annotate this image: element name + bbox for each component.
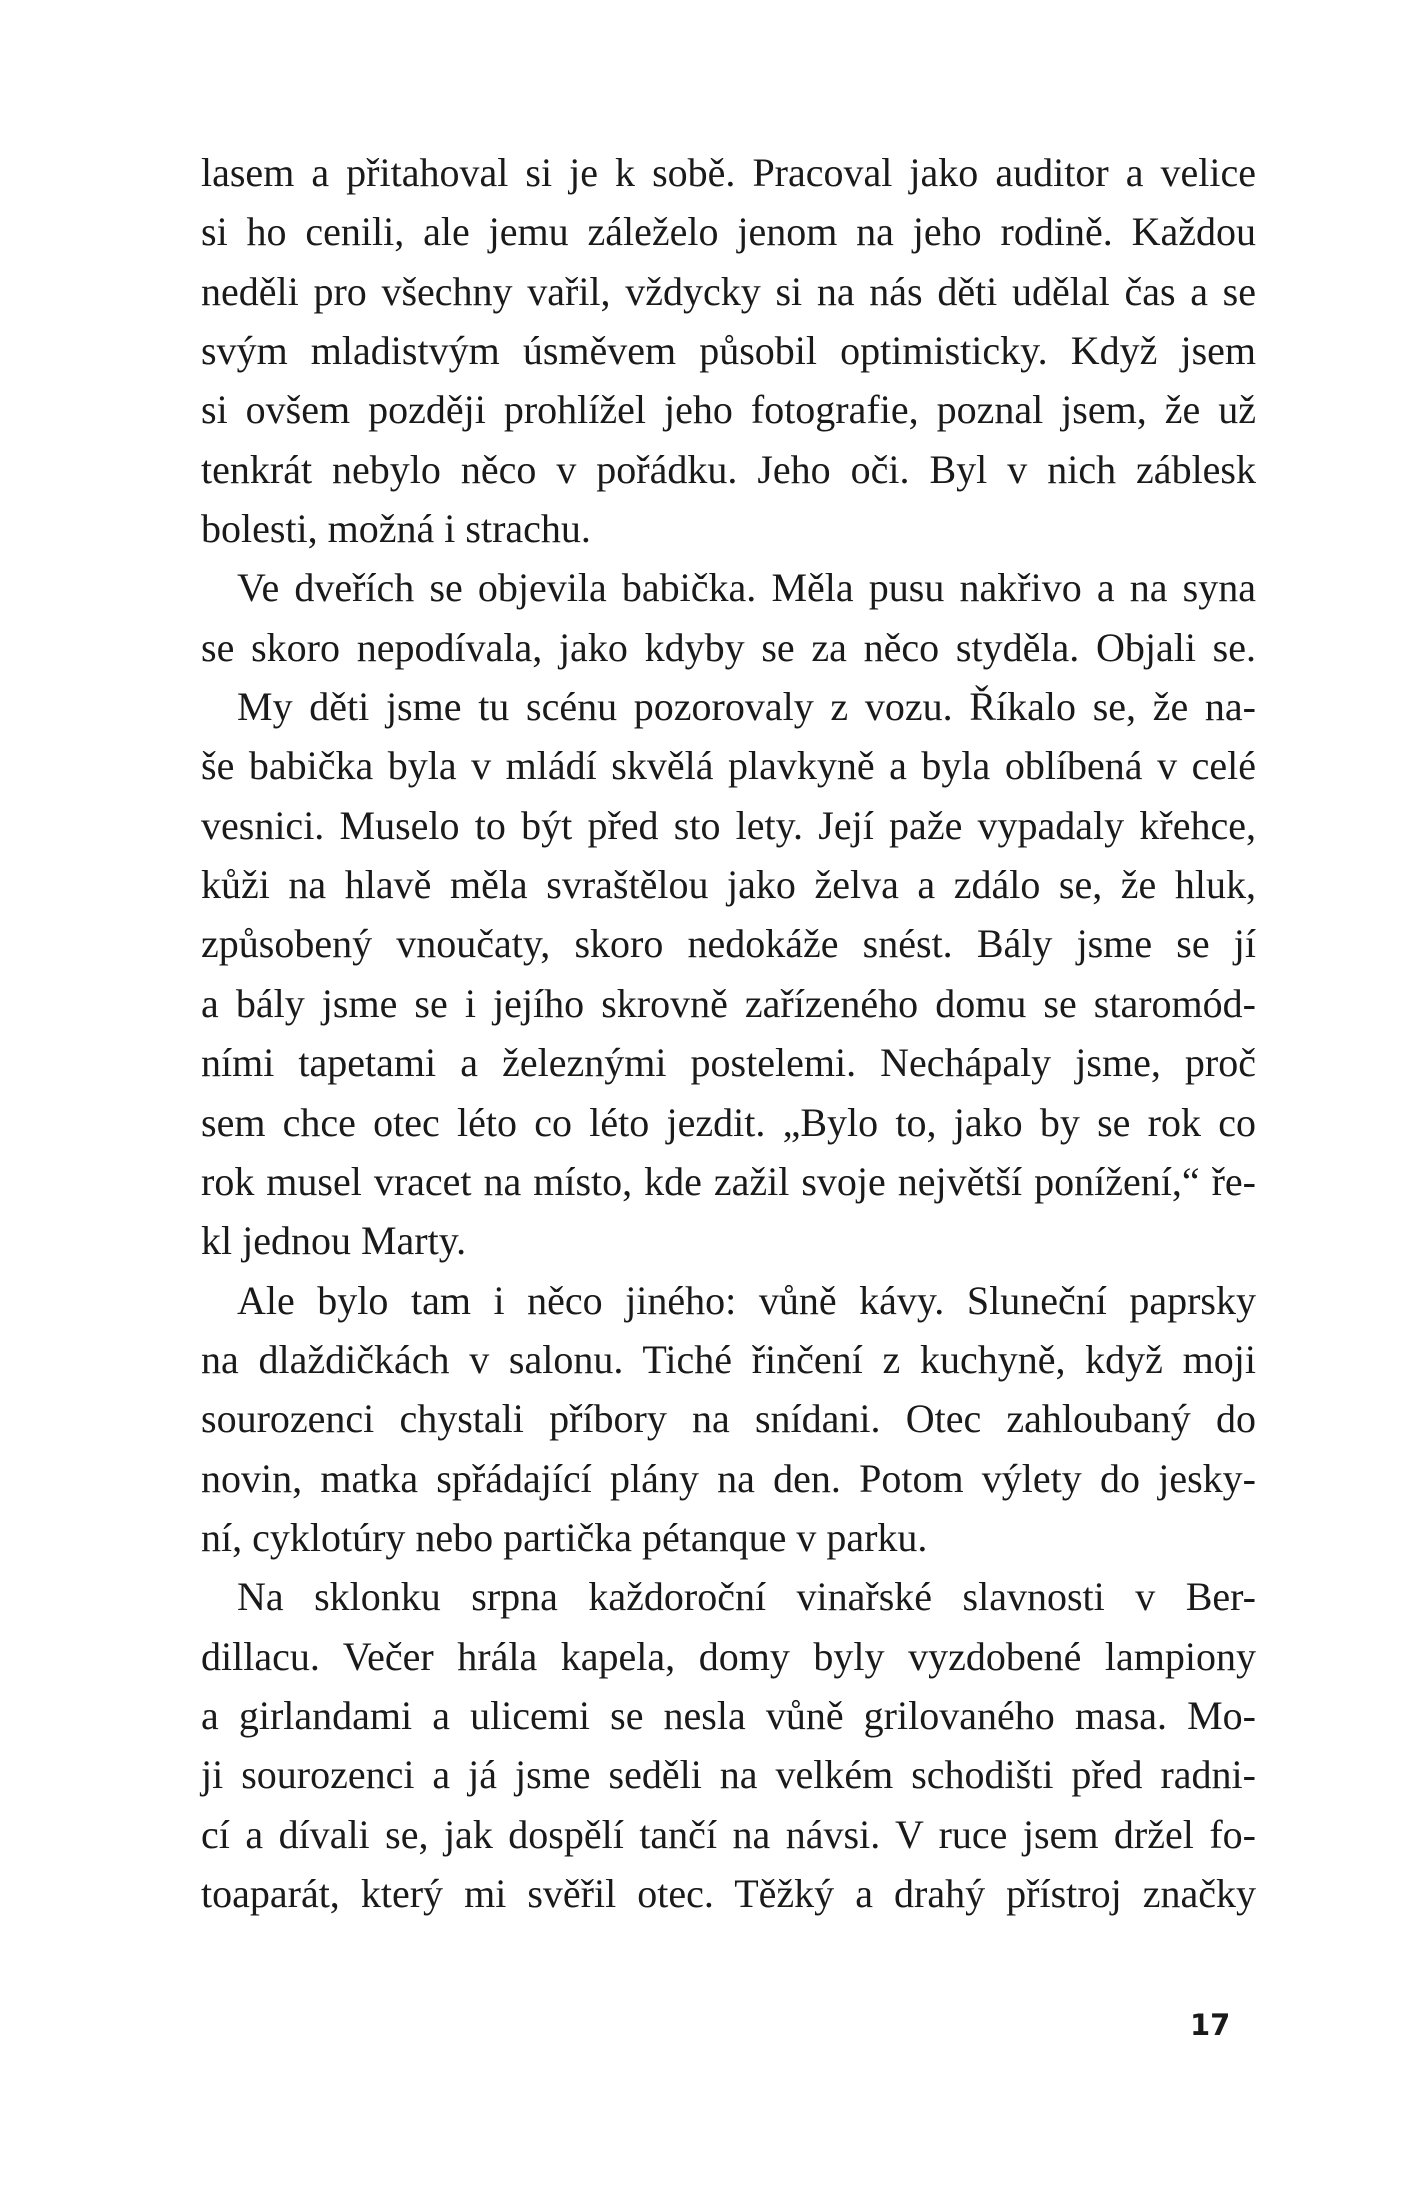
text-line: ji sourozenci a já jsme seděli na velkém schodišti před radni- [201, 1752, 1256, 1798]
text-line: bolesti, možná i strachu. [201, 506, 591, 552]
text-line: si ovšem později prohlížel jeho fotografie, poznal jsem, že už [201, 387, 1256, 433]
text-line: My děti jsme tu scénu pozorovaly z vozu. Říkalo se, že na- [237, 684, 1256, 730]
text-line: svým mladistvým úsměvem působil optimisticky. Když jsem [201, 328, 1256, 374]
text-line: sem chce otec léto co léto jezdit. „Bylo to, jako by se rok co [201, 1099, 1256, 1145]
page-number: 17 [1190, 2008, 1231, 2042]
text-line: novin, matka spřádající plány na den. Potom výlety do jesky- [201, 1455, 1256, 1501]
paragraph [201, 677, 1256, 1270]
text-line: cí a dívali se, jak dospělí tančí na návsi. V ruce jsem držel fo- [201, 1811, 1256, 1857]
text-line: a girlandami a ulicemi se nesla vůně grilovaného masa. Mo- [201, 1692, 1256, 1738]
paragraph [201, 1567, 1256, 1923]
text-line: na dlaždičkách v salonu. Tiché řinčení z kuchyně, když moji [201, 1336, 1256, 1382]
text-line: si ho cenili, ale jemu záleželo jenom na jeho rodině. Každou [201, 209, 1256, 255]
text-line: a bály jsme se i jejího skrovně zařízeného domu se staromód- [201, 980, 1256, 1026]
text-line: ními tapetami a železnými postelemi. Nechápaly jsme, proč [201, 1040, 1256, 1086]
text-line: způsobený vnoučaty, skoro nedokáže snést. Bály jsme se jí [201, 921, 1256, 967]
text-line: lasem a přitahoval si je k sobě. Pracoval jako auditor a velice [201, 150, 1256, 195]
text-line: Ale bylo tam i něco jiného: vůně kávy. Sluneční paprsky [237, 1277, 1256, 1323]
paragraph [201, 143, 1256, 558]
text-line: Ve dveřích se objevila babička. Měla pusu nakřivo a na syna [237, 565, 1256, 611]
text-line: kl jednou Marty. [201, 1218, 467, 1264]
text-line: vesnici. Muselo to být před sto lety. Její paže vypadaly křehce, [201, 802, 1256, 848]
text-line: rok musel vracet na místo, kde zažil svoje největší ponížení,“ ře- [201, 1158, 1256, 1204]
text-line: neděli pro všechny vařil, vždycky si na nás děti udělal čas a se [201, 268, 1256, 314]
paragraph [201, 558, 1256, 677]
text-line: še babička byla v mládí skvělá plavkyně a byla oblíbená v celé [201, 743, 1256, 789]
text-line: dillacu. Večer hrála kapela, domy byly vyzdobené lampiony [201, 1633, 1256, 1679]
text-line: sourozenci chystali příbory na snídani. Otec zahloubaný do [201, 1396, 1256, 1442]
text-line: toaparát, který mi svěřil otec. Těžký a drahý přístroj značky [201, 1870, 1256, 1916]
text-line: ní, cyklotúry nebo partička pétanque v parku. [201, 1514, 928, 1560]
text-line: kůži na hlavě měla svraštělou jako želva a zdálo se, že hluk, [201, 862, 1256, 908]
text-line: Na sklonku srpna každoroční vinařské slavnosti v Ber- [237, 1574, 1256, 1620]
text-line: tenkrát nebylo něco v pořádku. Jeho oči. Byl v nich záblesk [201, 446, 1256, 492]
text-line: se skoro nepodívala, jako kdyby se za něco styděla. Objali se. [201, 624, 1256, 670]
body-text [201, 143, 1256, 1923]
paragraph [201, 1271, 1256, 1568]
